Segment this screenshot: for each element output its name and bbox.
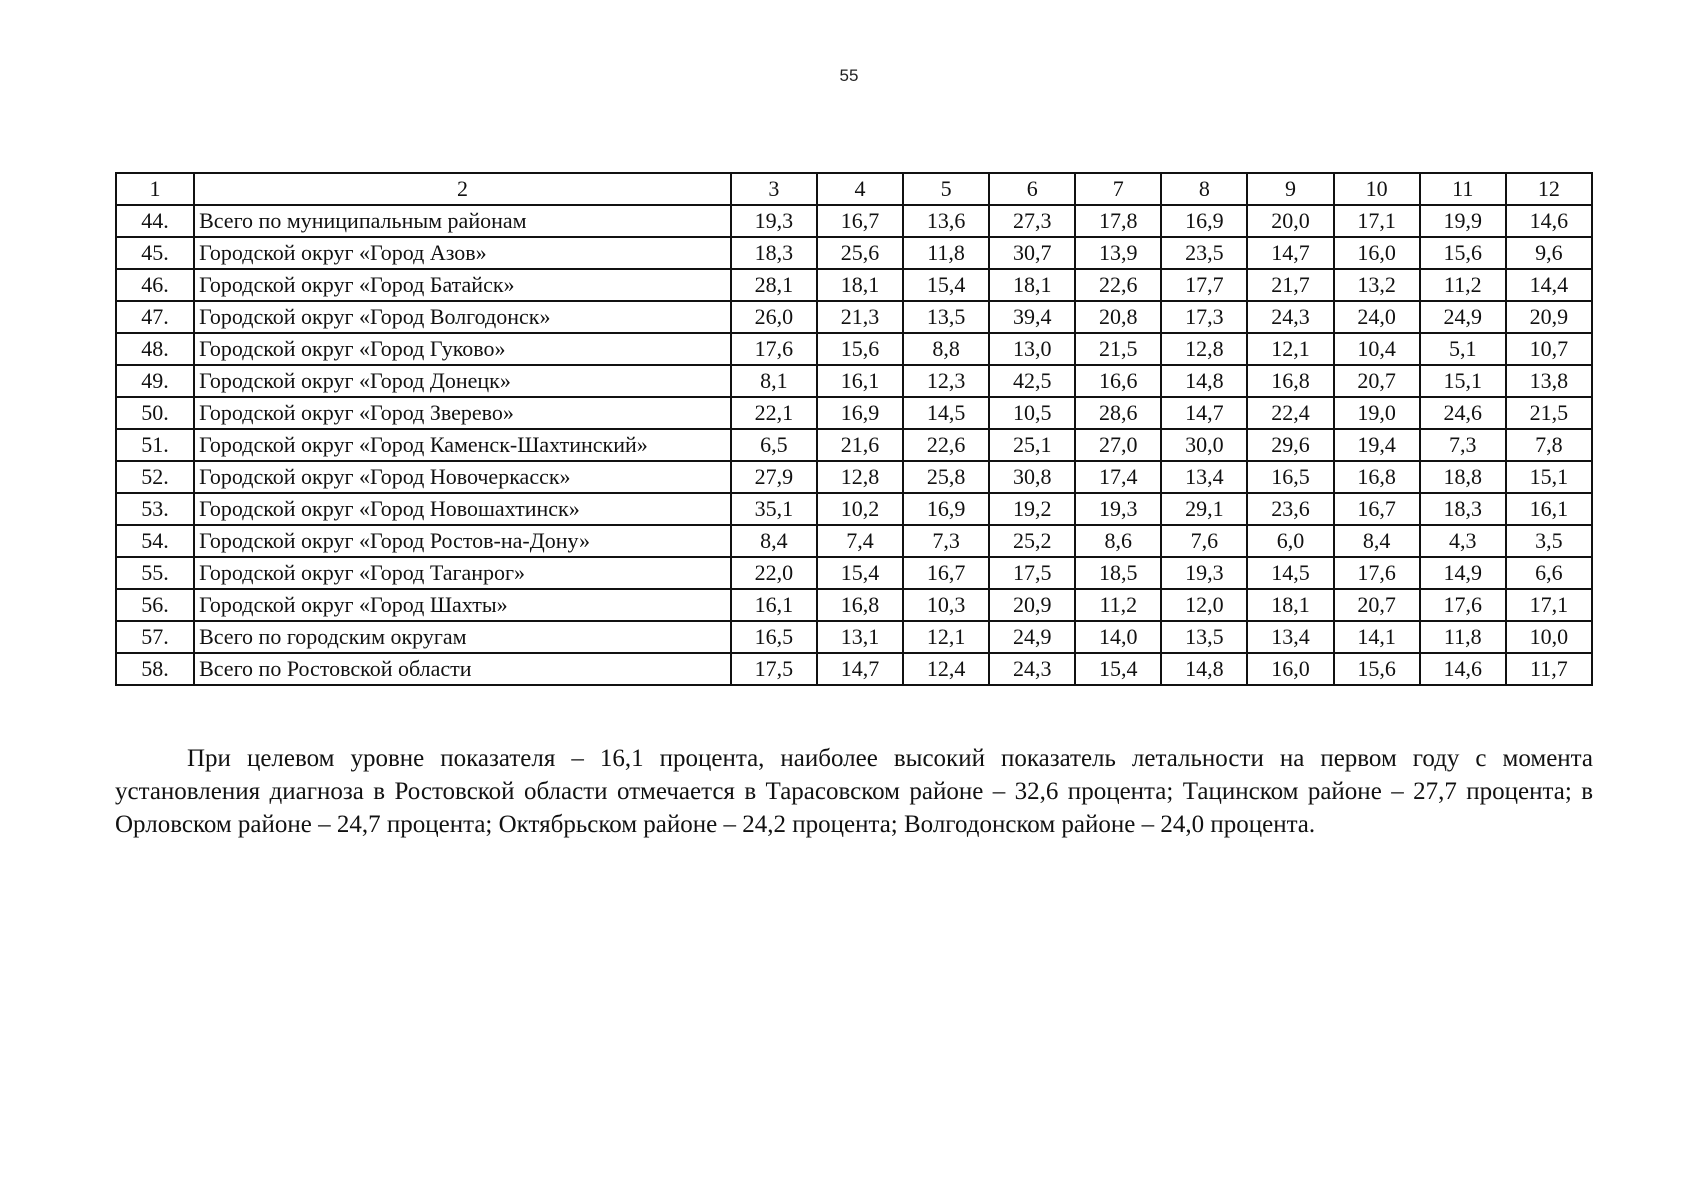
value-cell: 17,1 <box>1334 205 1420 237</box>
value-cell: 25,1 <box>989 429 1075 461</box>
value-cell: 19,3 <box>731 205 817 237</box>
value-cell: 13,2 <box>1334 269 1420 301</box>
value-cell: 6,5 <box>731 429 817 461</box>
value-cell: 12,8 <box>817 461 903 493</box>
value-cell: 30,8 <box>989 461 1075 493</box>
value-cell: 23,5 <box>1161 237 1247 269</box>
value-cell: 17,3 <box>1161 301 1247 333</box>
value-cell: 16,7 <box>1334 493 1420 525</box>
value-cell: 21,3 <box>817 301 903 333</box>
value-cell: 18,3 <box>731 237 817 269</box>
value-cell: 15,6 <box>1334 653 1420 685</box>
value-cell: 24,9 <box>1420 301 1506 333</box>
value-cell: 14,4 <box>1506 269 1592 301</box>
column-header: 6 <box>989 173 1075 205</box>
value-cell: 13,1 <box>817 621 903 653</box>
value-cell: 30,7 <box>989 237 1075 269</box>
value-cell: 28,1 <box>731 269 817 301</box>
table-row <box>116 269 1592 301</box>
value-cell: 25,6 <box>817 237 903 269</box>
value-cell: 22,0 <box>731 557 817 589</box>
value-cell: 13,9 <box>1075 237 1161 269</box>
table-row <box>116 333 1592 365</box>
value-cell: 18,1 <box>1247 589 1333 621</box>
value-cell: 16,9 <box>817 397 903 429</box>
value-cell: 7,4 <box>817 525 903 557</box>
table-row <box>116 589 1592 621</box>
table-row <box>116 397 1592 429</box>
row-number-cell: 48. <box>116 333 194 365</box>
value-cell: 7,3 <box>903 525 989 557</box>
value-cell: 10,5 <box>989 397 1075 429</box>
value-cell: 20,9 <box>989 589 1075 621</box>
value-cell: 11,8 <box>903 237 989 269</box>
value-cell: 11,7 <box>1506 653 1592 685</box>
row-name-cell: Городской округ «Город Каменск-Шахтинский» <box>194 429 731 461</box>
value-cell: 4,3 <box>1420 525 1506 557</box>
value-cell: 39,4 <box>989 301 1075 333</box>
value-cell: 11,2 <box>1075 589 1161 621</box>
value-cell: 7,8 <box>1506 429 1592 461</box>
value-cell: 19,9 <box>1420 205 1506 237</box>
value-cell: 25,8 <box>903 461 989 493</box>
value-cell: 30,0 <box>1161 429 1247 461</box>
table-header-row <box>116 173 1592 205</box>
value-cell: 16,1 <box>817 365 903 397</box>
value-cell: 19,2 <box>989 493 1075 525</box>
row-number-cell: 44. <box>116 205 194 237</box>
value-cell: 17,1 <box>1506 589 1592 621</box>
row-name-cell: Городской округ «Город Азов» <box>194 237 731 269</box>
column-header: 11 <box>1420 173 1506 205</box>
value-cell: 14,9 <box>1420 557 1506 589</box>
value-cell: 14,6 <box>1420 653 1506 685</box>
value-cell: 14,6 <box>1506 205 1592 237</box>
value-cell: 20,0 <box>1247 205 1333 237</box>
row-number-cell: 50. <box>116 397 194 429</box>
value-cell: 27,9 <box>731 461 817 493</box>
row-number-cell: 47. <box>116 301 194 333</box>
value-cell: 20,7 <box>1334 365 1420 397</box>
row-number-cell: 52. <box>116 461 194 493</box>
value-cell: 19,3 <box>1075 493 1161 525</box>
value-cell: 13,5 <box>903 301 989 333</box>
value-cell: 35,1 <box>731 493 817 525</box>
value-cell: 27,3 <box>989 205 1075 237</box>
column-header: 4 <box>817 173 903 205</box>
value-cell: 12,8 <box>1161 333 1247 365</box>
row-number-cell: 58. <box>116 653 194 685</box>
row-number-cell: 49. <box>116 365 194 397</box>
value-cell: 24,0 <box>1334 301 1420 333</box>
row-name-cell: Городской округ «Город Зверево» <box>194 397 731 429</box>
value-cell: 15,4 <box>1075 653 1161 685</box>
value-cell: 24,9 <box>989 621 1075 653</box>
value-cell: 22,1 <box>731 397 817 429</box>
table-row <box>116 653 1592 685</box>
value-cell: 18,1 <box>989 269 1075 301</box>
value-cell: 15,6 <box>817 333 903 365</box>
value-cell: 26,0 <box>731 301 817 333</box>
value-cell: 14,5 <box>903 397 989 429</box>
value-cell: 22,6 <box>1075 269 1161 301</box>
value-cell: 16,5 <box>731 621 817 653</box>
value-cell: 24,3 <box>989 653 1075 685</box>
value-cell: 14,5 <box>1247 557 1333 589</box>
value-cell: 12,0 <box>1161 589 1247 621</box>
table-row <box>116 621 1592 653</box>
value-cell: 14,7 <box>817 653 903 685</box>
row-name-cell: Городской округ «Город Ростов-на-Дону» <box>194 525 731 557</box>
row-number-cell: 54. <box>116 525 194 557</box>
body-paragraph: При целевом уровне показателя – 16,1 процента, наиболее высокий показатель летальности на первом году с момента установления диагноза в Ростовской области отмечается в Тарасовском районе – 32,6 процента; Тацинском районе – 27,7 процента; в Орловском районе – 24,7 процента; Октябрьском районе – 24,2 процента; Волгодонском районе – 24,0 процента. <box>115 745 1593 838</box>
row-name-cell: Городской округ «Город Новочеркасск» <box>194 461 731 493</box>
value-cell: 24,6 <box>1420 397 1506 429</box>
row-number-cell: 51. <box>116 429 194 461</box>
row-number-cell: 53. <box>116 493 194 525</box>
value-cell: 15,4 <box>817 557 903 589</box>
value-cell: 14,7 <box>1161 397 1247 429</box>
value-cell: 10,3 <box>903 589 989 621</box>
table-row <box>116 525 1592 557</box>
value-cell: 42,5 <box>989 365 1075 397</box>
column-header: 3 <box>731 173 817 205</box>
value-cell: 6,0 <box>1247 525 1333 557</box>
value-cell: 10,2 <box>817 493 903 525</box>
value-cell: 16,1 <box>731 589 817 621</box>
value-cell: 13,5 <box>1161 621 1247 653</box>
value-cell: 11,2 <box>1420 269 1506 301</box>
row-name-cell: Городской округ «Город Батайск» <box>194 269 731 301</box>
column-header: 9 <box>1247 173 1333 205</box>
value-cell: 24,3 <box>1247 301 1333 333</box>
row-name-cell: Всего по Ростовской области <box>194 653 731 685</box>
value-cell: 16,0 <box>1334 237 1420 269</box>
value-cell: 21,7 <box>1247 269 1333 301</box>
value-cell: 14,8 <box>1161 365 1247 397</box>
value-cell: 16,9 <box>1161 205 1247 237</box>
value-cell: 13,8 <box>1506 365 1592 397</box>
value-cell: 16,8 <box>1247 365 1333 397</box>
value-cell: 20,9 <box>1506 301 1592 333</box>
value-cell: 15,1 <box>1506 461 1592 493</box>
column-header: 10 <box>1334 173 1420 205</box>
value-cell: 13,6 <box>903 205 989 237</box>
page-number: 55 <box>839 66 859 85</box>
row-name-cell: Всего по муниципальным районам <box>194 205 731 237</box>
value-cell: 17,5 <box>731 653 817 685</box>
row-number-cell: 45. <box>116 237 194 269</box>
value-cell: 10,0 <box>1506 621 1592 653</box>
row-name-cell: Городской округ «Город Таганрог» <box>194 557 731 589</box>
value-cell: 21,5 <box>1075 333 1161 365</box>
value-cell: 10,4 <box>1334 333 1420 365</box>
row-name-cell: Городской округ «Город Донецк» <box>194 365 731 397</box>
table-body <box>116 205 1592 685</box>
value-cell: 14,8 <box>1161 653 1247 685</box>
value-cell: 16,9 <box>903 493 989 525</box>
value-cell: 10,7 <box>1506 333 1592 365</box>
value-cell: 19,0 <box>1334 397 1420 429</box>
value-cell: 19,4 <box>1334 429 1420 461</box>
value-cell: 14,7 <box>1247 237 1333 269</box>
column-header: 8 <box>1161 173 1247 205</box>
table-row <box>116 365 1592 397</box>
value-cell: 8,6 <box>1075 525 1161 557</box>
row-number-cell: 57. <box>116 621 194 653</box>
value-cell: 8,1 <box>731 365 817 397</box>
row-name-cell: Всего по городским округам <box>194 621 731 653</box>
table-row <box>116 205 1592 237</box>
column-header: 1 <box>116 173 194 205</box>
value-cell: 21,6 <box>817 429 903 461</box>
value-cell: 12,3 <box>903 365 989 397</box>
value-cell: 16,8 <box>817 589 903 621</box>
table-row <box>116 557 1592 589</box>
value-cell: 20,7 <box>1334 589 1420 621</box>
row-name-cell: Городской округ «Город Новошахтинск» <box>194 493 731 525</box>
value-cell: 28,6 <box>1075 397 1161 429</box>
value-cell: 15,1 <box>1420 365 1506 397</box>
column-header: 12 <box>1506 173 1592 205</box>
value-cell: 7,6 <box>1161 525 1247 557</box>
value-cell: 3,5 <box>1506 525 1592 557</box>
column-header: 5 <box>903 173 989 205</box>
value-cell: 13,4 <box>1247 621 1333 653</box>
value-cell: 17,6 <box>1420 589 1506 621</box>
value-cell: 12,1 <box>903 621 989 653</box>
value-cell: 17,4 <box>1075 461 1161 493</box>
column-header: 7 <box>1075 173 1161 205</box>
row-number-cell: 46. <box>116 269 194 301</box>
table-row <box>116 237 1592 269</box>
value-cell: 16,6 <box>1075 365 1161 397</box>
row-name-cell: Городской округ «Город Шахты» <box>194 589 731 621</box>
value-cell: 18,5 <box>1075 557 1161 589</box>
value-cell: 18,8 <box>1420 461 1506 493</box>
value-cell: 17,5 <box>989 557 1075 589</box>
table-row <box>116 493 1592 525</box>
row-number-cell: 55. <box>116 557 194 589</box>
value-cell: 20,8 <box>1075 301 1161 333</box>
value-cell: 9,6 <box>1506 237 1592 269</box>
value-cell: 22,6 <box>903 429 989 461</box>
value-cell: 25,2 <box>989 525 1075 557</box>
value-cell: 15,4 <box>903 269 989 301</box>
value-cell: 11,8 <box>1420 621 1506 653</box>
value-cell: 23,6 <box>1247 493 1333 525</box>
table-row <box>116 301 1592 333</box>
value-cell: 12,1 <box>1247 333 1333 365</box>
value-cell: 6,6 <box>1506 557 1592 589</box>
value-cell: 29,1 <box>1161 493 1247 525</box>
row-number-cell: 56. <box>116 589 194 621</box>
value-cell: 14,1 <box>1334 621 1420 653</box>
value-cell: 7,3 <box>1420 429 1506 461</box>
row-name-cell: Городской округ «Город Волгодонск» <box>194 301 731 333</box>
value-cell: 17,7 <box>1161 269 1247 301</box>
value-cell: 5,1 <box>1420 333 1506 365</box>
row-name-cell: Городской округ «Город Гуково» <box>194 333 731 365</box>
value-cell: 16,5 <box>1247 461 1333 493</box>
value-cell: 19,3 <box>1161 557 1247 589</box>
table-row <box>116 429 1592 461</box>
value-cell: 8,8 <box>903 333 989 365</box>
value-cell: 8,4 <box>1334 525 1420 557</box>
value-cell: 16,0 <box>1247 653 1333 685</box>
column-header: 2 <box>194 173 731 205</box>
value-cell: 16,8 <box>1334 461 1420 493</box>
value-cell: 14,0 <box>1075 621 1161 653</box>
table-row <box>116 461 1592 493</box>
value-cell: 27,0 <box>1075 429 1161 461</box>
value-cell: 15,6 <box>1420 237 1506 269</box>
value-cell: 17,8 <box>1075 205 1161 237</box>
value-cell: 8,4 <box>731 525 817 557</box>
value-cell: 21,5 <box>1506 397 1592 429</box>
value-cell: 29,6 <box>1247 429 1333 461</box>
value-cell: 13,0 <box>989 333 1075 365</box>
value-cell: 18,1 <box>817 269 903 301</box>
value-cell: 18,3 <box>1420 493 1506 525</box>
value-cell: 13,4 <box>1161 461 1247 493</box>
value-cell: 16,7 <box>817 205 903 237</box>
value-cell: 17,6 <box>1334 557 1420 589</box>
value-cell: 16,7 <box>903 557 989 589</box>
value-cell: 16,1 <box>1506 493 1592 525</box>
value-cell: 12,4 <box>903 653 989 685</box>
data-table <box>115 172 1593 686</box>
value-cell: 17,6 <box>731 333 817 365</box>
value-cell: 22,4 <box>1247 397 1333 429</box>
